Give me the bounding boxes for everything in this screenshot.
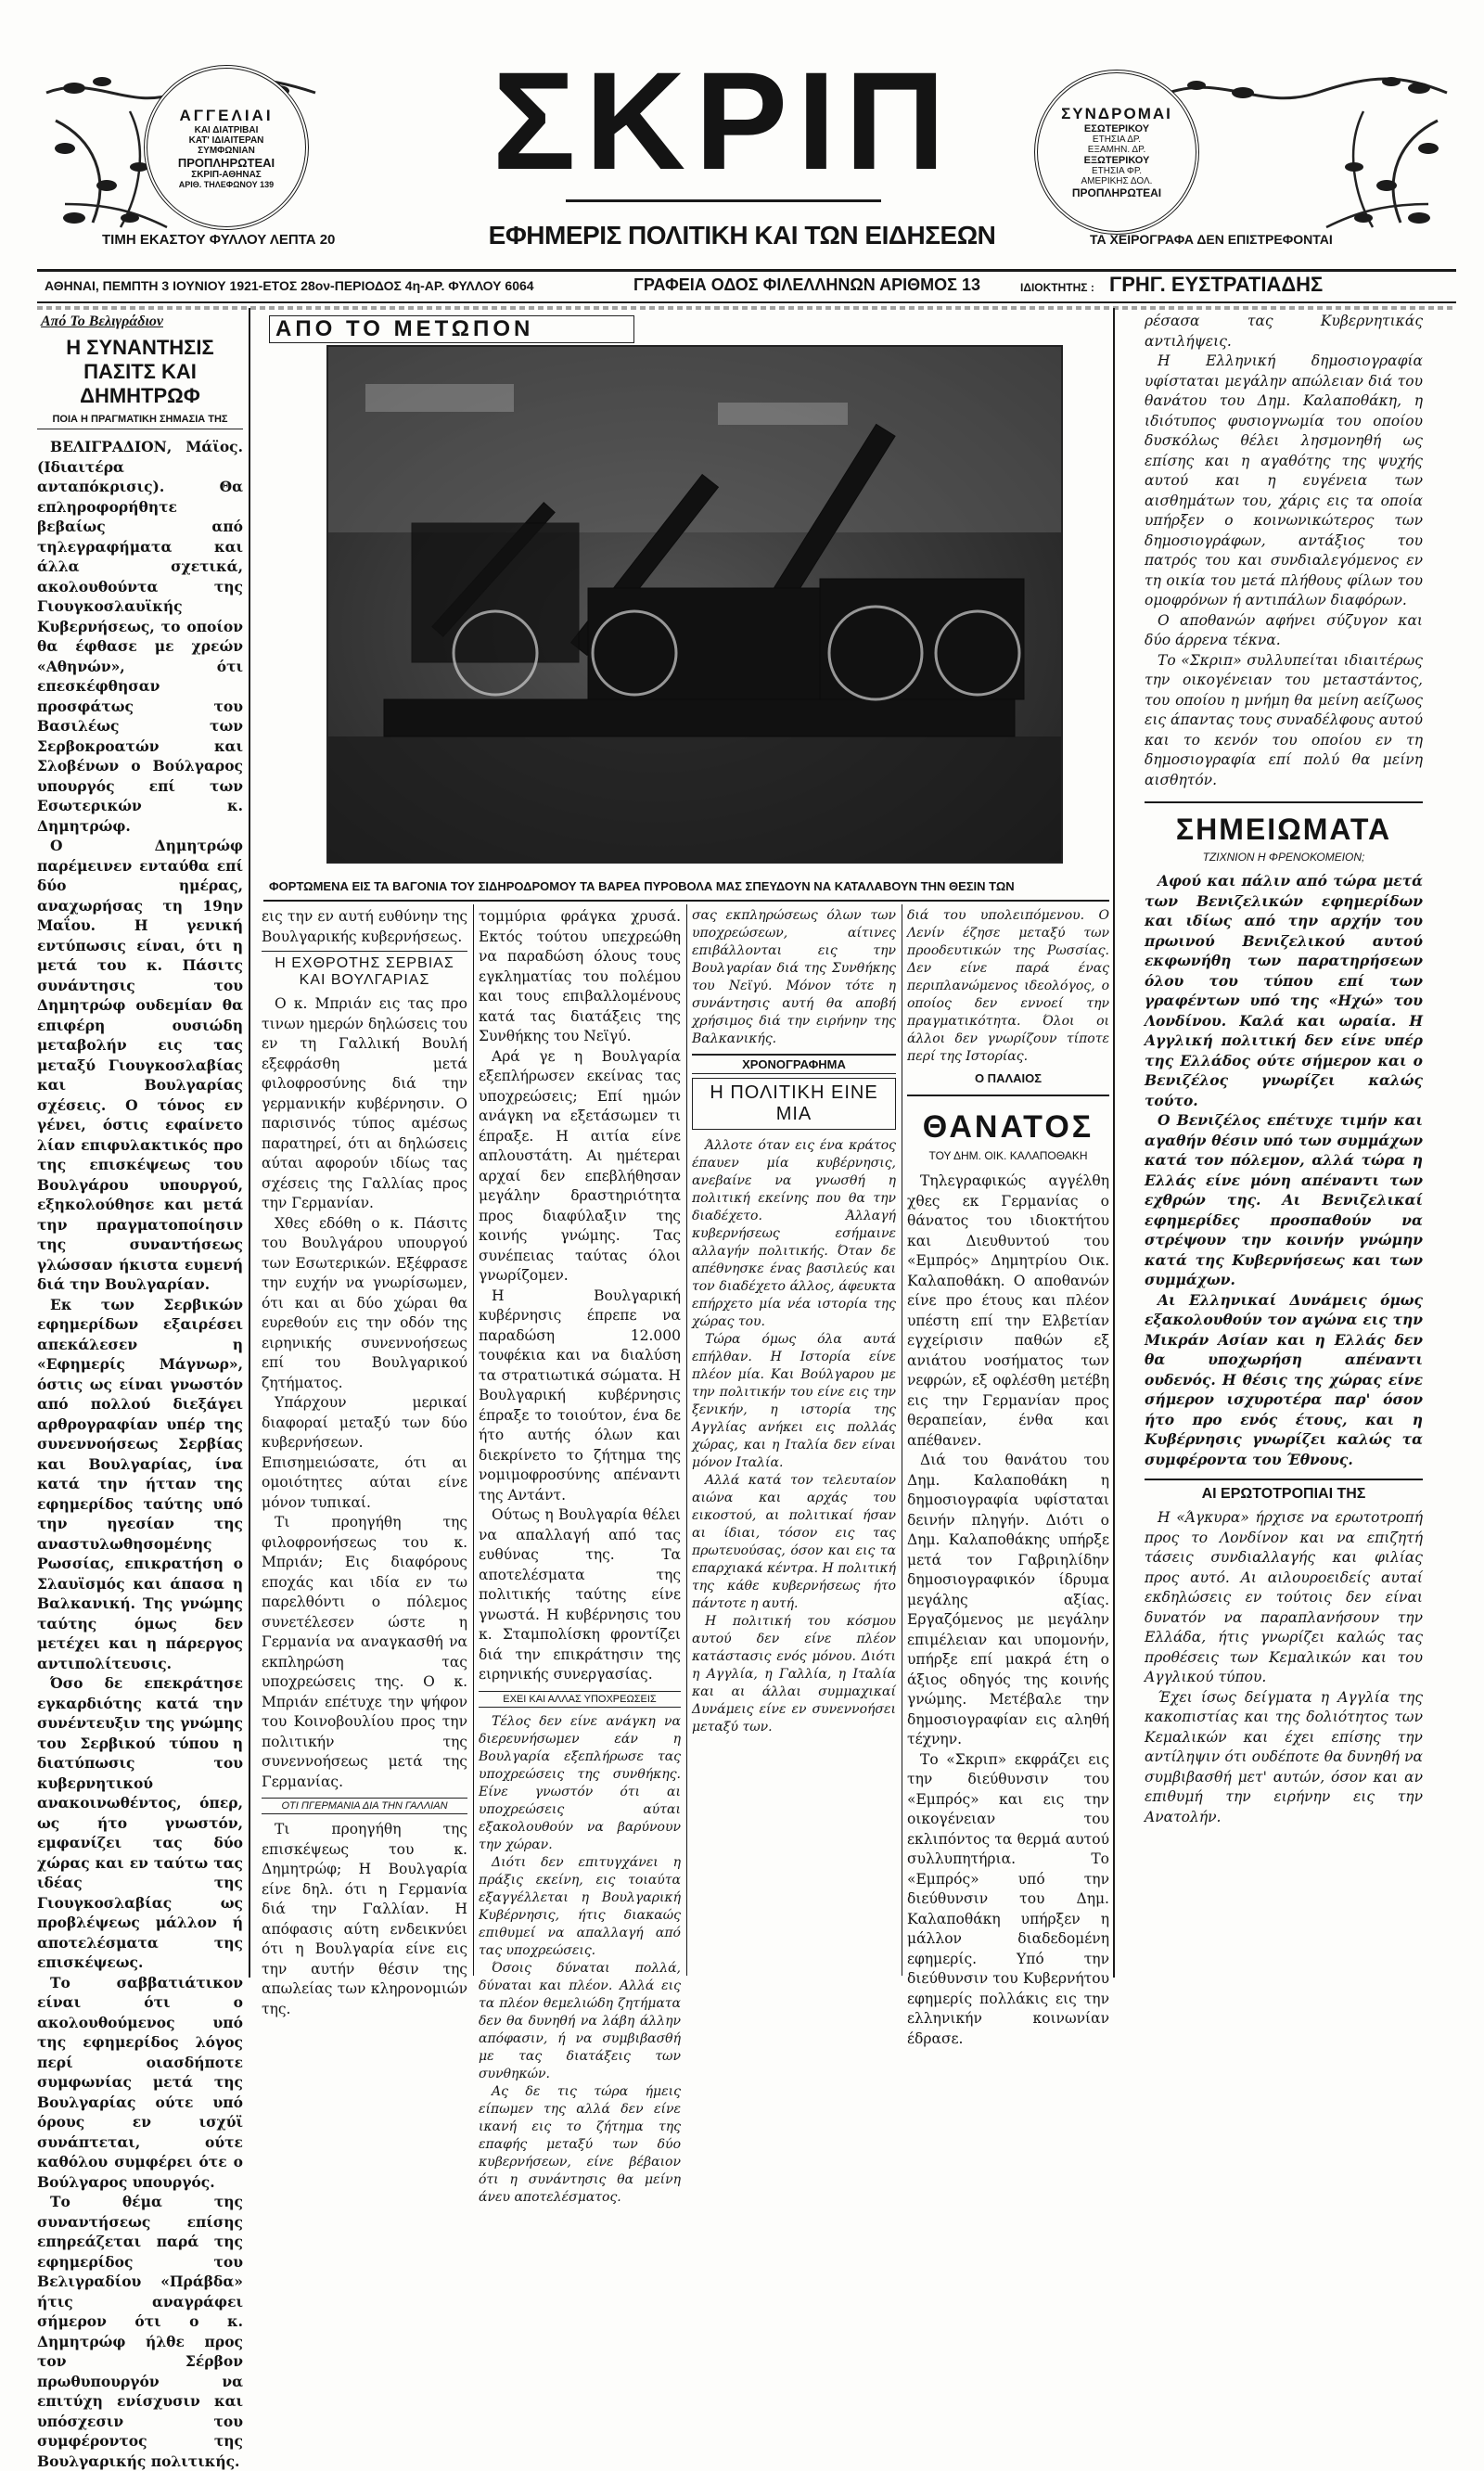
seal-line: ΕΤΗΣΙΑ ΔΡ. [1092, 134, 1142, 145]
obituary-headline: ΘΑΝΑΤΟΣ [922, 1109, 1094, 1145]
article-paragraph: τομμύρια φράγκα χρυσά. Εκτός τούτου υπεχρεώθη να παραδώση όλους τους εγκληματίας του πολέμου και τους επιβαλλομένους κατά τας διατάξεις της Συνθήκης του Νεϊγύ. [479, 908, 681, 1044]
article-paragraph: σας εκπληρώσεως όλων των υποχρεώσεων, αίτινες επιβάλλονται εις την Βουλγαρίαν διά της Συνθήκης του Νεϊγύ. Μόνον τότε η συνάντησις αυτή θα αποβή χρήσιμος διά την ειρήνην της Βαλκανικής. [692, 908, 896, 1046]
article-headline: ΑΙ ΕΡΩΤΟΤΡΟΠΙΑΙ ΤΗΣ [1201, 1486, 1366, 1502]
obituary-deck: ΤΟΥ ΔΗΜ. ΟΙΚ. ΚΑΛΑΠΟΘΑΚΗ [928, 1149, 1088, 1162]
column-rule [473, 904, 474, 1976]
seal-line: ΣΥΝΔΡΟΜΑΙ [1061, 105, 1172, 122]
article-paragraph: Το «Σκριπ» συλλυπείται ιδιαιτέρως την οικογένειαν του μεταστάντος, του οποίου η μνήμη θα μείνη αείζωος εις άπαντας τους συναδέλφους αυτού και το κενόν του οποίου εν τη δημοσιογραφία επί πολύ θα μείνη αισθητόν. [1145, 651, 1423, 788]
article-paragraph: Ο αποθανών αφήνει σύζυγον και δύο άρρενα τέκνα. [1145, 611, 1423, 648]
seal-line: ΑΜΕΡΙΚΗΣ ΔΟΛ. [1081, 176, 1153, 186]
dateline-rule [37, 301, 1456, 303]
article-paragraph: Αι Ελληνικαί Δυνάμεις όμως εξακολουθούν τον αγώνα εις την Μικράν Ασίαν και η Ελλάς δεν θα υποχωρήση απέναντι ουδενός. Η θέσις της χώρας είνε σήμερον ισχυροτέρα παρ' όσον ήτο προ ενός έτους, και η Κυβέρνησις γνωρίζει καλώς τα συμφέροντα του Έθνους. [1145, 1290, 1423, 1468]
article-paragraph: Έχει ίσως δείγματα η Αγγλία της κακοπιστίας και της δολιότητος των Κεμαλικών και έχει επίσης την αντίληψιν ότι ουδέποτε θα δυνηθή να συμβιβασθή μετ' αυτών, όσον και αν επιθυμή την ειρήνην εις την Ανατολήν. [1145, 1688, 1423, 1825]
article-paragraph: Χθες εδόθη ο κ. Πάσιτς του Βουλγάρου υπουργού των Εσωτερικών. Εξέφρασε την ευχήν να γνωρίσωμεν, ότι και αι δύο χώραι θα ευρεθούν εις την οδόν της ειρηνικής συνεννοήσεως επί του Βουλγαρικού ζητήματος. [262, 1214, 467, 1391]
article-paragraph: Αλλά κατά τον τελευταίον αιώνα και αρχάς του εικοστού, αι πολιτικαί ήσαν αι ίδιαι, τόσον εις τας πρωτευούσας, όσον και εις τα επαρχιακά κέντρα. Η πολιτική της κάθε κυβερνήσεως ήτο πάντοτε η αυτή. [692, 1473, 896, 1611]
article-signature: Ο ΠΑΛΑΙΟΣ [974, 1071, 1043, 1085]
column-rule [1113, 308, 1115, 1978]
left-column [37, 312, 243, 2470]
divider [1145, 1479, 1423, 1480]
owner-label: ΙΔΙΟΚΤΗΤΗΣ : [1020, 281, 1094, 294]
center-column-2 [479, 907, 681, 2205]
artillery-illustration [328, 347, 1061, 862]
price-line: ΤΙΜΗ ΕΚΑΣΤΟΥ ΦΥΛΛΟΥ ΛΕΠΤΑ 20 [102, 232, 336, 248]
subscriptions-seal [1034, 70, 1199, 235]
article-paragraph: Ούτως η Βουλγαρία θέλει να απαλλαγή από τας ευθύνας της. Τα αποτελέσματα της πολιτικής ταύτης είνε γνωστά. Η κυβέρνησις του κ. Σταμπολίσκη φροντίζει διά την επικράτησιν της ειρηνικής συνεργασίας. [479, 1506, 681, 1683]
seal-line: ΑΓΓΕΛΙΑΙ [179, 106, 274, 124]
seal-line: ΕΞΑΜΗΝ. ΔΡ. [1087, 145, 1146, 155]
column-rule [249, 308, 250, 1978]
article-paragraph: Το «Σκριπ» εκφράζει εις την διεύθυνσιν του «Εμπρός» και εις την οικογένειαν του εκλιπόντος τα θερμά αυτού συλλυπητήρια. Το «Εμπρός» υπό την διεύθυνσιν του Δημ. Καλαποθάκη υπήρξεν η μάλλον διαδεδομένη εφημερίς. Υπό την διεύθυνσιν του Κυβερνήτου εφημερίς πολλάκις εις την ελληνικήν κοινωνίαν έδρασε. [907, 1750, 1109, 2047]
newspaper-title: ΣΚΡΙΠ [492, 43, 955, 198]
article-paragraph: Τι προηγήθη της επισκέψεως του κ. Δημητρώφ; Η Βουλγαρία είνε δηλ. ότι η Γερμανία διά την Γαλλίαν. Η απόφασις αύτη ενδεικνύει ότι η Βουλγαρία είνε εις την αυτήν θέσιν της απωλείας των κληρονομιών της. [262, 1821, 467, 2017]
center-column-4 [907, 907, 1109, 2047]
offices-address: ΓΡΑΦΕΙΑ ΟΔΟΣ ΦΙΛΕΛΛΗΝΩΝ ΑΡΙΘΜΟΣ 13 [633, 275, 980, 294]
headline-rule [262, 951, 467, 952]
section-title: ΣΗΜΕΙΩΜΑΤΑ [1175, 813, 1392, 846]
seal-line: ΣΥΜΦΩΝΙΑΝ [198, 145, 255, 156]
article-paragraph: Η Βουλγαρική κυβέρνησις έπρεπε να παραδώση 12.000 τουφέκια και να διαλύση τα στρατιωτικά σώματα. Η Βουλγαρική κυβέρνησις έπραξε το τοιούτον, ένα δε ήτο αυτής όλων και διεκρίνετο το ζήτημα της νομιμοφροσύνης απέναντι της Αντάντ. [479, 1287, 681, 1504]
masthead [0, 0, 1484, 278]
seal-line: ΣΚΡΙΠ-ΑΘΗΝΑΣ [191, 169, 262, 180]
article-paragraph: Τέλος δεν είνε ανάγκη να διερευνήσωμεν εάν η Βουλγαρία εξεπλήρωσε τας υποχρεώσεις της συνθήκης. Είνε γνωστόν ότι αι υποχρεώσεις αύται εξακολουθούν να βαρύνουν την χώραν. [479, 1713, 681, 1852]
photo-caption: ΦΟΡΤΩΜΕΝΑ ΕΙΣ ΤΑ ΒΑΓΟΝΙΑ ΤΟΥ ΣΙΔΗΡΟΔΡΟΜΟΥ ΤΑ ΒΑΡΕΑ ΠΥΡΟΒΟΛΑ ΜΑΣ ΣΠΕΥΔΟΥΝ ΝΑ ΚΑΤΑΛΑΒΟΥΝ ΤΗΝ ΘΕΣΙΝ ΤΩΝ [269, 879, 1015, 893]
front-section-title: ΑΠΟ ΤΟ ΜΕΤΩΠΟΝ [269, 315, 634, 343]
section-deck: ΤΖΙΧΝΙΟΝ Η ΦΡΕΝΟΚΟΜΕΙΟΝ; [1202, 851, 1365, 864]
manuscripts-notice: ΤΑ ΧΕΙΡΟΓΡΑΦΑ ΔΕΝ ΕΠΙΣΤΡΕΦΟΝΤΑΙ [1090, 232, 1333, 247]
divider [1145, 801, 1423, 803]
article-paragraph: Το σαββατιάτικον είναι ότι ο ακολουθούμενος υπό της εφημερίδος λόγος περί οιασδήποτε συμφωνίας μετά της Βουλγαρίας ούτε υπό όρους εν ισχύϊ συνάπτεται, ούτε καθόλου συμφέρει ότε ο Βούλγαρος υπουργός. [37, 1973, 243, 2191]
article-headline: Η ΕΧΘΡΟΤΗΣ ΣΕΡΒΙΑΣ ΚΑΙ ΒΟΥΛΓΑΡΙΑΣ [275, 955, 454, 988]
article-paragraph: Αρά γε η Βουλγαρία εξεπλήρωσεν εκείνας τας υποχρεώσεις; Επί ημών ανάγκη να εξετάσωμεν τι έπραξε. Η αιτία είνε απλουστάτη. Αι ημέτεραι αρχαί δεν επεβλήθησαν μεγάλην δραστηριότητα προς διαφύλαξιν της κοινής γνώμης. Τας συνέπειας ταύτας όλοι γνωρίζομεν. [479, 1047, 681, 1284]
seal-line: ΑΡΙΘ. ΤΗΛΕΦΩΝΟΥ 139 [178, 179, 275, 189]
right-column [1120, 312, 1447, 1981]
seal-line: ΕΣΩΤΕΡΙΚΟΥ [1083, 123, 1150, 134]
title-rule [566, 199, 881, 202]
masthead-rule [37, 269, 1456, 272]
section-title: ΧΡΟΝΟΓΡΑΦΗΜΑ [692, 1054, 896, 1074]
article-kicker: Από Το Βελιγράδιον [41, 314, 163, 329]
center-column-3 [692, 907, 896, 1978]
newspaper-subtitle: ΕΦΗΜΕΡΙΣ ΠΟΛΙΤΙΚΗ ΚΑΙ ΤΩΝ ΕΙΔΗΣΕΩΝ [488, 221, 996, 250]
seal-line: ΚΑΙ ΔΙΑΤΡΙΒΑΙ [194, 124, 259, 135]
article-paragraph: Εκ των Σερβικών εφημερίδων εξαιρέσει απεκάλεσεν η «Εφημερίς Μάγνωρ», όστις ως είναι γνωστόν από πολλού διεξάγει αρθρογραφίαν υπέρ της συνεννοήσεως Σερβίας και Βουλγαρίας, ίνα κατά την ήτταν της εφημερίδος ταύτης υπό την ηγεσίαν της αναστυλωθησομένης Ρωσσίας, επικρατήση ο Σλαυϊσμός και άπασα η Βαλκανική. Της γνώμης ταύτης όμως δεν μετέχει και η πάρεργος αντιπολίτευσις. [37, 1295, 243, 1672]
seal-line: ΠΡΟΠΛΗΡΩΤΕΑΙ [177, 155, 275, 170]
right-vine-ornament [1159, 65, 1456, 232]
article-paragraph: ΒΕΛΙΓΡΑΔΙΟΝ, Μάϊος. (Ιδιαιτέρα ανταπόκρισις). Θα επληροφορήθητε βεβαίως από τηλεγραφήματα και άλλα σχετικά, ακολουθούντα της Γιουγκοσλαυϊκής Κυβερνήσεως, το οποίον θα έφθασε με χρεών «Αθηνών», ότι επεσκέφθησαν προσφάτως του Βασιλέως των Σερβοκροατών και Σλοβένων ο Βούλγαρος υπουργός επί των Εσωτερικών κ. Δημητρώφ. [37, 438, 243, 835]
article-headline: Η ΠΟΛΙΤΙΚΗ ΕΙΝΕ ΜΙΑ [692, 1078, 896, 1130]
article-paragraph: Τώρα όμως όλα αυτά επήλθαν. Η Ιστορία είνε πλέον μία. Και Βούλγαρου με την πολιτικήν του είνε εις την ξενικήν, η ιστορία της Αγγλίας ανήκει εις πολλάς χώρας, και η Ιταλία δεν είναι μόνον Ιταλία. [692, 1332, 896, 1470]
seal-line: ΕΞΩΤΕΡΙΚΟΥ [1083, 155, 1150, 166]
article-paragraph: ρέσασα τας Κυβερνητικάς αντιλήψεις. [1145, 313, 1423, 350]
subsection-title: ΕΧΕΙ ΚΑΙ ΑΛΛΑΣ ΥΠΟΧΡΕΩΣΕΙΣ [479, 1691, 681, 1708]
dateline: ΑΘΗΝΑΙ, ΠΕΜΠΤΗ 3 ΙΟΥΝΙΟΥ 1921-ΕΤΟΣ 28ον-ΠΕΡΙΟΔΟΣ 4η-ΑΡ. ΦΥΛΛΟΥ 6064 [45, 278, 534, 293]
article-deck: ΠΟΙΑ Η ΠΡΑΓΜΑΤΙΚΗ ΣΗΜΑΣΙΑ ΤΗΣ [37, 414, 243, 429]
center-column-1 [262, 907, 467, 2017]
subsection-title: ΟΤΙ ΠΓΕΡΜΑΝΙΑ ΔΙΑ ΤΗΝ ΓΑΛΛΙΑΝ [262, 1798, 467, 1814]
article-paragraph: Η Ελληνική δημοσιογραφία υφίσταται μεγάλην απώλειαν διά του θανάτου του Δημ. Καλαποθάκη, η ιδιότυπος φυσιογνωμία του οποίου δυσκόλως θέλει λησμονηθή ως επίσης και η αγαθότης της ψυχής αυτού και η ευγένεια των αισθημάτων του, χάρις εις τα οποία υπήρξεν ο κοινωνικώτερος των δημοσιογράφων, αντάξιος του πατρός του και συνδιαλεγόμενος εν τη οικία του μετά πλήθους φίλων του ομοφρόνων ή αντιπάλων διαφόρων. [1145, 352, 1423, 608]
article-paragraph: Διά του θανάτου του Δημ. Καλαποθάκη η δημοσιογραφία υφίσταται δεινήν πληγήν. Διότι ο Δημ. Καλαποθάκης υπήρξε μετά τον Γαβριηλίδην δημοσιογραφικόν ίδρυμα μεγάλης αξίας. Εργαζόμενος με μεγάλην επιμέλειαν και υπομονήν, υπήρξε επί μακρά έτη ο άξιος οδηγός της κοινής γνώμης. Μετέβαλε την δημοσιογραφίαν εις αληθή τέχνην. [907, 1452, 1109, 1748]
article-paragraph: Ο κ. Μπριάν εις τας προ τινων ημερών δηλώσεις του εν τη Γαλλική Βουλή εξεφράσθη μετά φιλοφροσύνης διά την γερμανικήν κυβέρνησιν. Ο παρισινός τύπος αμέσως παρατηρεί, ότι αι δηλώσεις αύται αφορούν ιδίως τας σχέσεις της Γαλλίας προς την Γερμανίαν. [262, 995, 467, 1211]
article-paragraph: Υπάρχουν μερικαί διαφοραί μεταξύ των δύο κυβερνήσεων. Επισημειώσατε, ότι αι ομοιότητες αύται είνε μόνον τυπικαί. [262, 1394, 467, 1511]
article-paragraph: Άλλοτε όταν εις ένα κράτος έπαυεν μία κυβέρνησις, ανεβαίνε να γνωσθή η πολιτική εκείνης που θα την διαδέχετο. Άλλαγή κυβερνήσεως εσήμαινε αλλαγήν πολιτικής. Όταν δε απέθνησκε ένας βασιλεύς και τον διαδέχετο άλλος, άφευκτα επήρχετο μία νέα ιστορία της χώρας του. [692, 1138, 896, 1329]
article-paragraph: Η πολιτική του κόσμου αυτού δεν είνε πλέον κατάστασις ενός μόνου. Διότι η Αγγλία, η Γαλλία, η Ιταλία και αι άλλαι συμμαχικαί Δυνάμεις είνε εν συνεννοήσει μεταξύ των. [692, 1614, 896, 1735]
caption-rule [263, 900, 1109, 902]
front-photo [326, 345, 1063, 864]
seal-line: ΕΤΗΣΙΑ ΦΡ. [1091, 166, 1142, 176]
article-paragraph: Ο Δημητρώφ παρέμεινεν ενταύθα επί δύο ημέρας, αναχωρήσας τη 19ην Μαΐου. Η γενική εντύπωσις είναι, ότι η μετά του κ. Πάσιτς συνάντησις του Δημητρώφ ουδεμίαν θα επιφέρη ουσιώδη μεταβολήν εις τας μεταξύ Γιουγκοσλαβίας και Βουλγαρίας σχέσεις. Ο τόνος εν γένει, όστις εφαίνετο λίαν επιφυλακτικός προ της επισκέψεως του Βουλγάρου υπουργού, εξηκολούθησε και μετά την πραγματοποίησιν της συναντήσεως γλώσσαν ήκιστα ευμενή διά την Βουλγαρίαν. [37, 837, 243, 1293]
article-paragraph: διά του υπολειπόμενου. Ο Λενίν έζησε μεταξύ των προοδευτικών της Ρωσσίας. Δεν είνε παρά ένας περιπλανώμενος ιδεολόγος, ο οποίος δεν εννοεί την πραγματικότητα. Όλοι οι άλλοι δεν γνωρίζουν τίποτε περί της Ιστορίας. [907, 908, 1109, 1064]
divider [907, 1095, 1109, 1096]
column-rule [686, 904, 687, 1976]
advertising-seal [144, 65, 309, 230]
article-paragraph: Τηλεγραφικώς αγγέλθη χθες εκ Γερμανίας ο θάνατος του ιδιοκτήτου και Διευθυντού του «Εμπρός» Δημητρίου Οικ. Καλαποθάκη. Ο αποθανών είνε προ έτους και πλέον υπέστη επί την Ελβετίαν εγχείρισιν παθών εξ ανιάτου νοσήματος των νεφρών, εξ οφλέσθη μετέβη εις την Γερμανίαν προς θεραπείαν, ένθα και απέθανεν. [907, 1172, 1109, 1449]
article-paragraph: Το θέμα της συναντήσεως επίσης επηρεάζεται παρά της εφημερίδος του Βελιγραδίου «Πράβδα» ήτις αναγράφει σήμερον ότι ο κ. Δημητρώφ ήλθε προς τον Σέρβον πρωθυπουργόν να επιτύχη ενίσχυσιν και υπόσχεσιν του συμφέροντος της Βουλγαρικής πολιτικής. [37, 2193, 243, 2470]
seal-line: ΚΑΤ' ΙΔΙΑΙΤΕΡΑΝ [188, 134, 264, 146]
article-paragraph: Διότι δεν επιτυγχάνει η πράξις εκείνη, εις τοιαύτα εξαγγέλλεται η Βουλγαρική Κυβέρνησις, ήτις διακαώς επιθυμεί να απαλλαγή από τας υποχρεώσεις. [479, 1854, 681, 1958]
article-headline: Η ΣΥΝΑΝΤΗΣΙΣ ΠΑΣΙΤΣ ΚΑΙ ΔΗΜΗΤΡΩΦ [66, 336, 214, 407]
article-paragraph: εις την εν αυτή ευθύνην της Βουλγαρικής κυβερνήσεως. [262, 908, 467, 945]
article-paragraph: Ο Βενιζέλος επέτυχε τιμήν και αγαθήν θέσιν υπό των συμμάχων κατά τον πόλεμον, αλλά τώρα η Ελλάς είνε μόνη απέναντι των εχθρών της. Αι Βενιζελικαί εφημερίδες προσπαθούν να στρέψουν την κοινήν γνώμην κατά της Κυβερνήσεως και των συμμάχων. [1145, 1111, 1423, 1288]
article-paragraph: Τι προηγήθη της φιλοφρονήσεως του κ. Μπριάν; Εις διαφόρους εποχάς και ιδία εν τω παρελθόντι ο πόλεμος συνετέλεσεν ώστε η Γερμανία να αναγκασθή να εκπληρώση τας υποχρεώσεις της. Ο κ. Μπριάν επέτυχε την ψήφον του Κοινοβουλίου προς την πολιτικήν της συνεννοήσεως μετά της Γερμανίας. [262, 1514, 467, 1790]
owner-name: ΓΡΗΓ. ΕΥΣΤΡΑΤΙΑΔΗΣ [1109, 273, 1324, 296]
article-paragraph: Όσοις δύναται πολλά, δύναται και πλέον. Αλλά εις τα πλέον θεμελιώδη ζητήματα δεν θα δυνηθή να λάβη άλλην απόφασιν, ή να συμβιβασθή με τας διατάξεις των συνθηκών. [479, 1960, 681, 2081]
article-paragraph: Η «Άγκυρα» ήρχισε να ερωτοτροπή προς το Λονδίνον και να επιζητή τάσεις συνδιαλλαγής και φιλίας προς αυτό. Αι αιλουροειδείς αυταί εκδηλώσεις εν τούτοις δεν είναι δυνατόν να παραπλανήσουν την Ελλάδα, ήτις γνωρίζει καλώς τας προθέσεις των Κεμαλικών και του Αγγλικού τύπου. [1145, 1509, 1423, 1685]
seal-line: ΠΡΟΠΛΗΡΩΤΕΑΙ [1071, 186, 1162, 199]
article-paragraph: Ας δε τις τώρα ήμεις είπωμεν της αλλά δεν είνε ικανή εις το ζήτημα της επαφής μεταξύ των δύο κυβερνήσεων, είνε βέβαιον ότι η συνάντησις θα μείνη άνευ αποτελέσματος. [479, 2083, 681, 2205]
article-paragraph: Όσο δε επεκράτησε εγκαρδιότης κατά την συνέντευξιν της γνώμης του Σερβικού τύπου η διατύπωσις του κυβερνητικού ανακοινωθέντος, όπερ, ως ήτο γνωστόν, εμφανίζει τας δύο χώρας και εν ταύτω τας ιδέας της Γιουγκοσλαβίας ως προβλέψεως μάλλον ή αποτελέσματα της επισκέψεως. [37, 1674, 243, 1971]
article-paragraph: Αφού και πάλιν από τώρα μετά των Βενιζελικών εφημερίδων και ιδίως από την αρχήν του πρωινού Βενιζελικού αυτού εκφωνήθη των παρατηρήσεων όλου του τύπου επί των γραφέντων υπό της «Ηχώ» του Λονδίνου. Καλά και ωραία. Η Αγγλική πολιτική δεν είνε υπέρ της Ελλάδος ούτε σήμερον και ο Βενιζέλος γνωρίζει καλώς τούτο. [1145, 872, 1423, 1109]
